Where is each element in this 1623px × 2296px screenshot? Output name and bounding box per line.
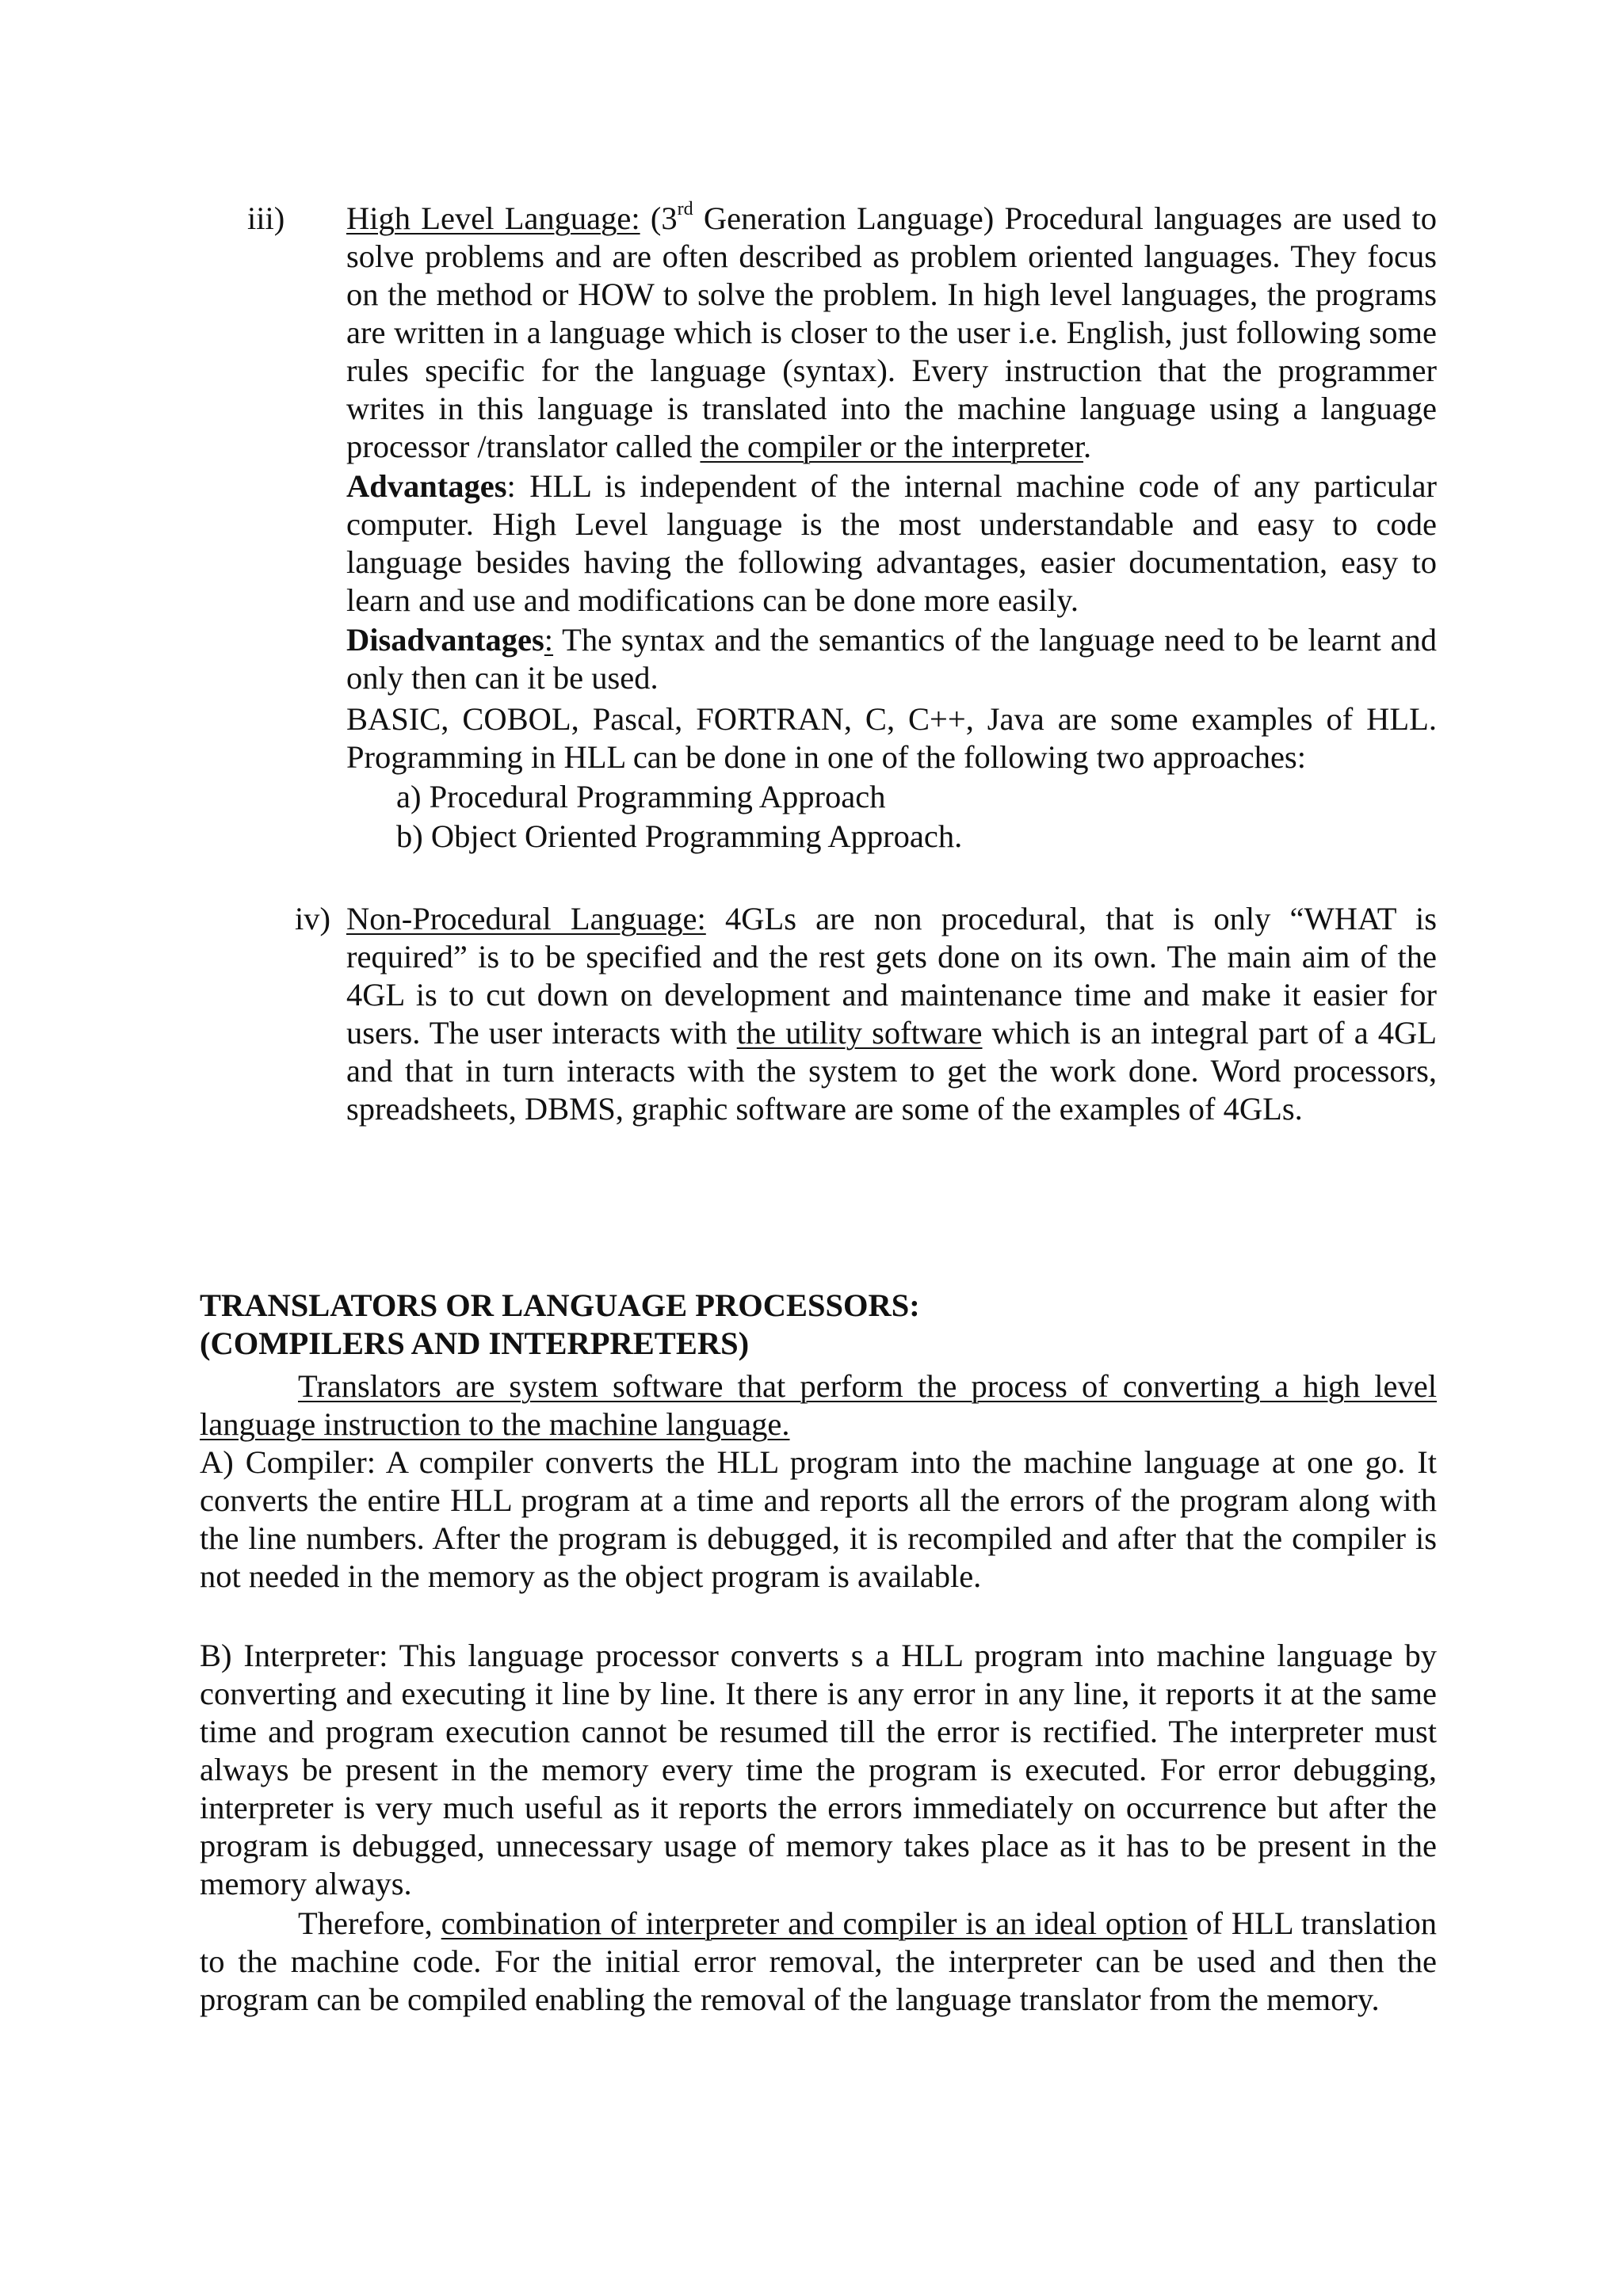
non-procedural-paragraph (346, 900, 1437, 1128)
translators-definition-paragraph (200, 1367, 1437, 1444)
section-heading-translators: TRANSLATORS OR LANGUAGE PROCESSORS: (200, 1287, 920, 1323)
conclusion-ideal-option: combination of interpreter and compiler is an ideal option (441, 1905, 1188, 1941)
hll-intro-a: (3 (640, 200, 678, 236)
disadvantages-colon: : (544, 622, 554, 658)
hll-examples-text: BASIC, COBOL, Pascal, FORTRAN, C, C++, Java are some examples of HLL. Programming in HLL can be done in one of the following two approaches: (346, 701, 1437, 775)
conclusion-text-b: of HLL translation to the machine code. For the initial error removal, the interpreter can be used and then the program can be compiled enabling the removal of the language translator from the memory. (200, 1905, 1437, 2017)
hll-compiler-link: the compiler or the interpreter (700, 429, 1084, 464)
hll-intro-b: Generation Language) Procedural languages are used to solve problems and are often described as problem oriented languages. They focus on the method or HOW to solve the problem. In high level languages, the programs are written in a language which is closer to the user i.e. English, just following some rules specific for the language (syntax). Every instruction that the programmer writes in this language is translated into the machine language using a language processor /translator called (346, 200, 1437, 464)
list-marker-iii: iii) (247, 200, 285, 236)
hll-title: High Level Language: (346, 200, 640, 236)
hll-intro-sup: rd (677, 199, 693, 219)
disadvantages-label: Disadvantages (346, 622, 544, 658)
disadvantages-text: The syntax and the semantics of the language need to be learnt and only then can it be used. (346, 622, 1437, 696)
translators-definition: Translators are system software that perform the process of converting a high level language instruction to the machine language. (200, 1368, 1437, 1442)
list-marker-iv: iv) (295, 901, 330, 936)
compiler-paragraph: A) Compiler: A compiler converts the HLL program into the machine language at one go. It converts the entire HLL program at a time and reports all the errors of the program along with the line numbers. After the program is debugged, it is recompiled and after that the compiler is not needed in the memory as the object program is available. (200, 1444, 1437, 1594)
non-procedural-text-a: 4GLs are non procedural, that is only “WHAT is required” is to be specified and the rest gets done on its own. The main aim of the 4GL is to cut down on development and maintenance time and make it easier for users. The user interacts with (346, 901, 1437, 1051)
hll-intro-end: . (1083, 429, 1092, 464)
advantages-label: Advantages (346, 468, 507, 504)
approach-item-b: b) Object Oriented Programming Approach. (396, 818, 963, 854)
advantages-text: : HLL is independent of the internal machine code of any particular computer. High Level language is the most understandable and easy to code language besides having the following advantages, easier documentation, easy to learn and use and modifications can be done more easily. (346, 468, 1437, 618)
section-heading-compilers: (COMPILERS AND INTERPRETERS) (200, 1325, 750, 1361)
conclusion-text-a: Therefore, (298, 1905, 441, 1941)
hll-advantages-paragraph (346, 467, 1437, 620)
hll-intro-paragraph (346, 200, 1437, 466)
utility-software-link: the utility software (736, 1015, 983, 1051)
conclusion-paragraph (200, 1905, 1437, 2019)
approach-item-a: a) Procedural Programming Approach (396, 779, 886, 814)
interpreter-paragraph: B) Interpreter: This language processor converts s a HLL program into machine language by converting and executing it line by line. It there is any error in any line, it reports it at the same time and program execution cannot be resumed till the error is rectified. The interpreter must always be present in the memory every time the program is executed. For error debugging, interpreter is very much useful as it reports the errors immediately on occurrence but after the program is debugged, unnecessary usage of memory takes place as it has to be present in the memory always. (200, 1638, 1437, 1901)
hll-examples-paragraph (346, 700, 1437, 776)
non-procedural-text-b: which is an integral part of a 4GL and that in turn interacts with the system to get the work done. Word processors, spreadsheets, DBMS, graphic software are some of the examples of 4GLs. (346, 1015, 1437, 1127)
non-procedural-title: Non-Procedural Language: (346, 901, 706, 936)
hll-disadvantages-paragraph (346, 621, 1437, 697)
